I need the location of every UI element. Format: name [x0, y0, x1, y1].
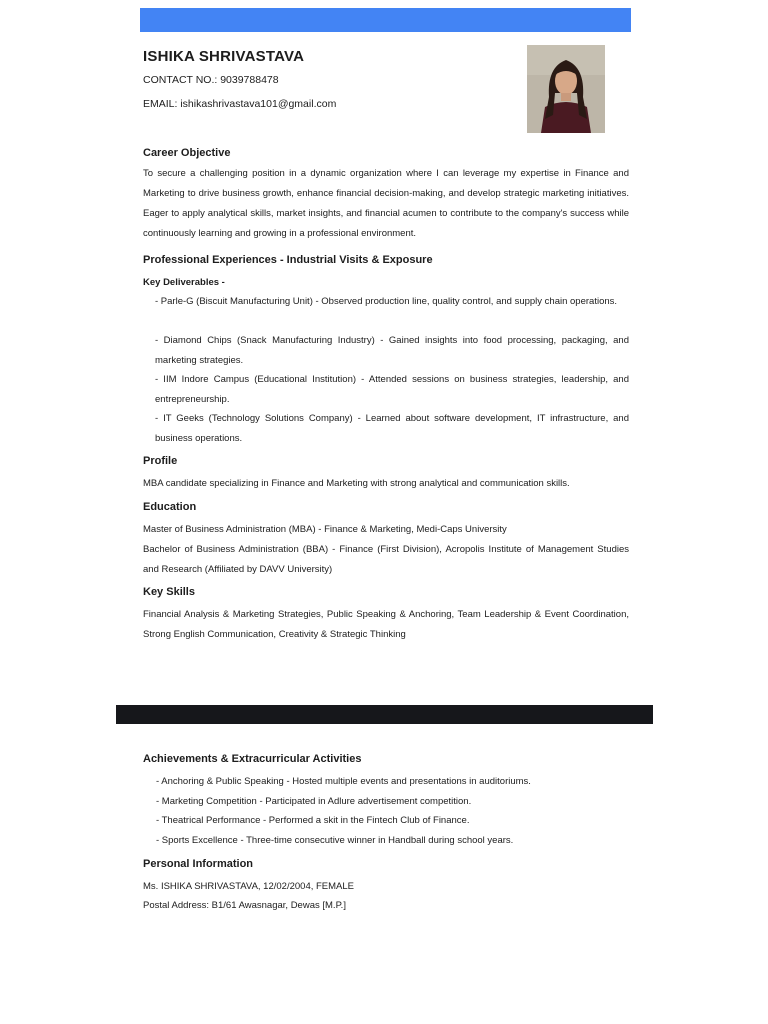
profile-heading: Profile	[143, 455, 178, 467]
education-item: Master of Business Administration (MBA) - Finance & Marketing, Medi-Caps University	[143, 524, 507, 535]
experience-item: - IIM Indore Campus (Educational Institution) - Attended sessions on business strategies, leadership, and entrepreneurship.	[155, 374, 629, 405]
email-address: EMAIL: ishikashrivastava101@gmail.com	[143, 98, 337, 110]
contact-number: CONTACT NO.: 9039788478	[143, 74, 279, 86]
personal-details: Ms. ISHIKA SHRIVASTAVA, 12/02/2004, FEMALE	[143, 881, 355, 892]
achievements-heading: Achievements & Extracurricular Activities	[143, 753, 362, 765]
experience-heading: Professional Experiences - Industrial Visits & Exposure	[143, 254, 433, 266]
profile-text: MBA candidate specializing in Finance and Marketing with strong analytical and communication skills.	[143, 478, 570, 489]
achievement-item: - Marketing Competition - Participated in Adlure advertisement competition.	[156, 796, 472, 807]
profile-photo	[527, 45, 605, 133]
header-accent-bar	[140, 8, 631, 32]
career-objective-text: To secure a challenging position in a dynamic organization where I can leverage my expertise in Finance and Marketing to drive business growth, enhance financial decision-making, and develop strategic marketing initiatives. Eager to apply analytical skills, market insights, and financial acumen to contribute to the company's success while continuously learning and growing in a professional environment.	[143, 168, 629, 239]
personal-info-heading: Personal Information	[143, 858, 254, 870]
education-item: Bachelor of Business Administration (BBA) - Finance (First Division), Acropolis Institute of Management Studies and Research (Affiliated by DAVV University)	[143, 544, 629, 575]
postal-address: Postal Address: B1/61 Awasnagar, Dewas [M.P.]	[143, 900, 346, 911]
achievement-item: - Sports Excellence - Three-time consecutive winner in Handball during school years.	[156, 835, 514, 846]
key-skills-text: Financial Analysis & Marketing Strategies, Public Speaking & Anchoring, Team Leadership & Event Coordination, Strong English Communication, Creativity & Strategic Thinking	[143, 609, 629, 640]
achievement-item: - Anchoring & Public Speaking - Hosted multiple events and presentations in auditoriums.	[156, 776, 531, 787]
experience-item: - Diamond Chips (Snack Manufacturing Industry) - Gained insights into food processing, packaging, and marketing strategies.	[155, 335, 629, 366]
key-skills-heading: Key Skills	[143, 586, 195, 598]
career-objective-heading: Career Objective	[143, 147, 231, 159]
experience-item: - Parle-G (Biscuit Manufacturing Unit) - Observed production line, quality control, and supply chain operations.	[155, 296, 618, 307]
experience-item: - IT Geeks (Technology Solutions Company) - Learned about software development, IT infrastructure, and business operations.	[155, 413, 629, 444]
achievement-item: - Theatrical Performance - Performed a skit in the Fintech Club of Finance.	[156, 815, 470, 826]
candidate-name: ISHIKA SHRIVASTAVA	[143, 48, 305, 65]
key-deliverables-heading: Key Deliverables -	[143, 277, 225, 288]
education-heading: Education	[143, 501, 197, 513]
section-divider-bar	[116, 705, 653, 724]
